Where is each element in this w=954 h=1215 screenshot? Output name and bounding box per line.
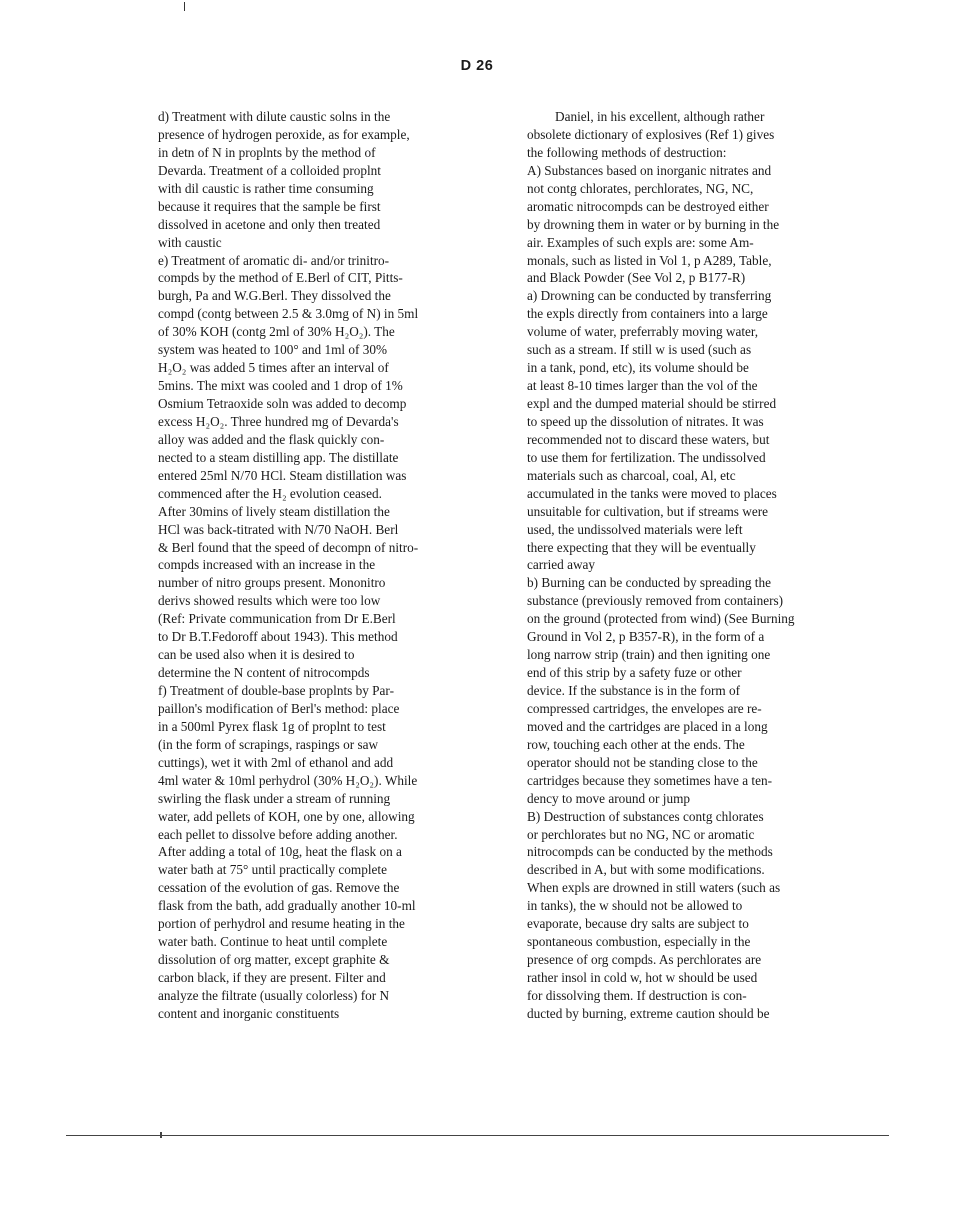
text-line: cessation of the evolution of gas. Remove the — [158, 880, 400, 896]
text-line: b) Burning can be conducted by spreading the — [527, 575, 771, 591]
text-line: rather insol in cold w, hot w should be used — [527, 970, 758, 985]
text-line: presence of org compds. As perchlorates are — [527, 952, 762, 968]
text-line: obsolete dictionary of explosives (Ref 1) gives — [527, 126, 775, 142]
text-line: excess H₂O₂. Three hundred mg of Devarda's — [158, 413, 399, 429]
text-line: dissolved in acetone and only then treated — [158, 216, 381, 232]
text-line: in detn of N in proplnts by the method of — [158, 144, 376, 160]
text-line: or perchlorates but no NG, NC or aromatic — [527, 826, 755, 842]
text-line: dissolution of org matter, except graphite & — [158, 952, 390, 968]
text-line: nitrocompds can be conducted by the methods — [527, 844, 773, 860]
text-line: expl and the dumped material should be stirred — [527, 396, 777, 411]
text-line: alloy was added and the flask quickly con- — [158, 431, 385, 447]
text-line: because it requires that the sample be first — [158, 198, 381, 214]
text-line: substance (previously removed from containers) — [527, 593, 784, 609]
text-line: accumulated in the tanks were moved to places — [527, 485, 777, 501]
text-line: aromatic nitrocompds can be destroyed either — [527, 198, 769, 214]
text-line: operator should not be standing close to the — [527, 754, 758, 770]
text-line: each pellet to dissolve before adding another. — [158, 826, 398, 842]
text-line: cartridges because they sometimes have a ten- — [527, 772, 773, 788]
text-line: nected to a steam distilling app. The distillate — [158, 449, 399, 465]
text-line: carbon black, if they are present. Filter and — [158, 970, 386, 985]
text-line: ducted by burning, extreme caution should be — [527, 1005, 770, 1021]
text-line: compd (contg between 2.5 & 3.0mg of N) in 5ml — [158, 306, 419, 322]
bottom-rule-mark — [160, 1132, 162, 1138]
text-line: system was heated to 100° and 1ml of 30% — [158, 342, 388, 358]
text-line: to speed up the dissolution of nitrates. It was — [527, 413, 764, 429]
text-line: and Black Powder (See Vol 2, p B177-R) — [527, 270, 746, 286]
text-line: on the ground (protected from wind) (See Burning — [527, 611, 795, 627]
text-line: by drowning them in water or by burning in the — [527, 216, 780, 232]
text-line: number of nitro groups present. Mononitro — [158, 575, 386, 591]
text-line: the following methods of destruction: — [527, 144, 727, 160]
text-line: (in the form of scrapings, raspings or saw — [158, 736, 379, 752]
left-column — [158, 108, 494, 1023]
text-line: 4ml water & 10ml perhydrol (30% H₂O₂). While — [158, 772, 418, 788]
text-line: volume of water, preferrably moving water, — [527, 324, 759, 340]
text-line: entered 25ml N/70 HCl. Steam distillation was — [158, 467, 407, 483]
text-line: carried away — [527, 557, 596, 573]
text-line: commenced after the H₂ evolution ceased. — [158, 485, 382, 501]
text-line: paillon's modification of Berl's method: place — [158, 700, 400, 716]
text-line: Devarda. Treatment of a colloided proplnt — [158, 162, 381, 178]
text-line: spontaneous combustion, especially in the — [527, 934, 751, 950]
text-line: Osmium Tetraoxide soln was added to decomp — [158, 396, 407, 411]
text-line: with caustic — [158, 234, 222, 250]
text-line: such as a stream. If still w is used (such as — [527, 342, 752, 358]
text-line: there expecting that they will be eventually — [527, 539, 756, 555]
text-line: water bath at 75° until practically complete — [158, 862, 387, 878]
text-line: presence of hydrogen peroxide, as for example, — [158, 126, 410, 142]
text-line: water bath. Continue to heat until complete — [158, 934, 388, 950]
text-line: content and inorganic constituents — [158, 1005, 340, 1021]
text-line: After adding a total of 10g, heat the flask on a — [158, 844, 402, 860]
text-line: compds by the method of E.Berl of CIT, Pitts- — [158, 270, 403, 286]
text-line: Daniel, in his excellent, although rather — [555, 109, 765, 124]
text-line: in tanks), the w should not be allowed to — [527, 898, 743, 914]
bottom-rule — [66, 1135, 889, 1136]
right-column — [527, 108, 857, 1023]
text-line: e) Treatment of aromatic di- and/or trinitro- — [158, 252, 390, 268]
text-line: HCl was back-titrated with N/70 NaOH. Berl — [158, 521, 399, 537]
text-line: portion of perhydrol and resume heating in the — [158, 916, 405, 932]
text-line: compressed cartridges, the envelopes are re- — [527, 700, 762, 716]
text-line: H₂O₂ was added 5 times after an interval of — [158, 360, 389, 376]
text-line: end of this strip by a safety fuze or other — [527, 665, 742, 681]
text-line: for dissolving them. If destruction is con- — [527, 987, 747, 1003]
text-line: moved and the cartridges are placed in a long — [527, 718, 768, 734]
page-number: D 26 — [460, 58, 494, 74]
text-line: long narrow strip (train) and then igniting one — [527, 647, 771, 663]
text-line: unsuitable for cultivation, but if streams were — [527, 503, 769, 519]
text-line: After 30mins of lively steam distillation the — [158, 503, 390, 519]
text-line: in a 500ml Pyrex flask 1g of proplnt to test — [158, 718, 386, 734]
text-line: not contg chlorates, perchlorates, NG, NC, — [527, 180, 754, 196]
text-line: of 30% KOH (contg 2ml of 30% H₂O₂). The — [158, 324, 395, 340]
text-line: a) Drowning can be conducted by transferring — [527, 288, 772, 304]
text-line: swirling the flask under a stream of running — [158, 790, 391, 806]
text-line: derivs showed results which were too low — [158, 593, 381, 609]
text-line: When expls are drowned in still waters (such as — [527, 880, 781, 896]
text-line: (Ref: Private communication from Dr E.Berl — [158, 611, 396, 627]
text-line: to Dr B.T.Fedoroff about 1943). This method — [158, 629, 398, 645]
text-line: monals, such as listed in Vol 1, p A289, Table, — [527, 252, 772, 268]
text-line: f) Treatment of double-base proplnts by Par- — [158, 683, 394, 698]
text-line: dency to move around or jump — [527, 790, 691, 806]
text-line: A) Substances based on inorganic nitrates and — [527, 162, 772, 178]
text-line: B) Destruction of substances contg chlorates — [527, 808, 764, 824]
text-line: device. If the substance is in the form of — [527, 683, 741, 698]
text-line: at least 8-10 times larger than the vol of the — [527, 378, 758, 394]
text-line: materials such as charcoal, coal, Al, etc — [527, 467, 736, 483]
text-line: air. Examples of such expls are: some Am- — [527, 234, 754, 250]
text-line: with dil caustic is rather time consuming — [158, 180, 374, 196]
text-line: Ground in Vol 2, p B357-R), in the form of a — [527, 629, 765, 645]
text-line: compds increased with an increase in the — [158, 557, 376, 573]
text-line: evaporate, because dry salts are subject to — [527, 916, 749, 932]
text-line: 5mins. The mixt was cooled and 1 drop of 1% — [158, 378, 403, 394]
text-line: analyze the filtrate (usually colorless) for N — [158, 987, 390, 1003]
text-line: can be used also when it is desired to — [158, 647, 355, 663]
text-line: water, add pellets of KOH, one by one, allowing — [158, 808, 415, 824]
scan-tick-mark — [184, 2, 185, 11]
text-line: determine the N content of nitrocompds — [158, 665, 370, 681]
text-line: described in A, but with some modifications. — [527, 862, 765, 878]
text-line: flask from the bath, add gradually another 10-ml — [158, 898, 416, 914]
text-line: used, the undissolved materials were left — [527, 521, 743, 537]
text-line: recommended not to discard these waters, but — [527, 431, 770, 447]
text-line: the expls directly from containers into a large — [527, 306, 768, 322]
text-line: burgh, Pa and W.G.Berl. They dissolved the — [158, 288, 391, 304]
text-line: d) Treatment with dilute caustic solns in the — [158, 109, 391, 124]
text-line: to use them for fertilization. The undissolved — [527, 449, 766, 465]
text-line: in a tank, pond, etc), its volume should be — [527, 360, 749, 376]
text-line: cuttings), wet it with 2ml of ethanol and add — [158, 754, 394, 770]
text-line: & Berl found that the speed of decompn of nitro- — [158, 539, 419, 555]
text-line: row, touching each other at the ends. The — [527, 736, 745, 752]
